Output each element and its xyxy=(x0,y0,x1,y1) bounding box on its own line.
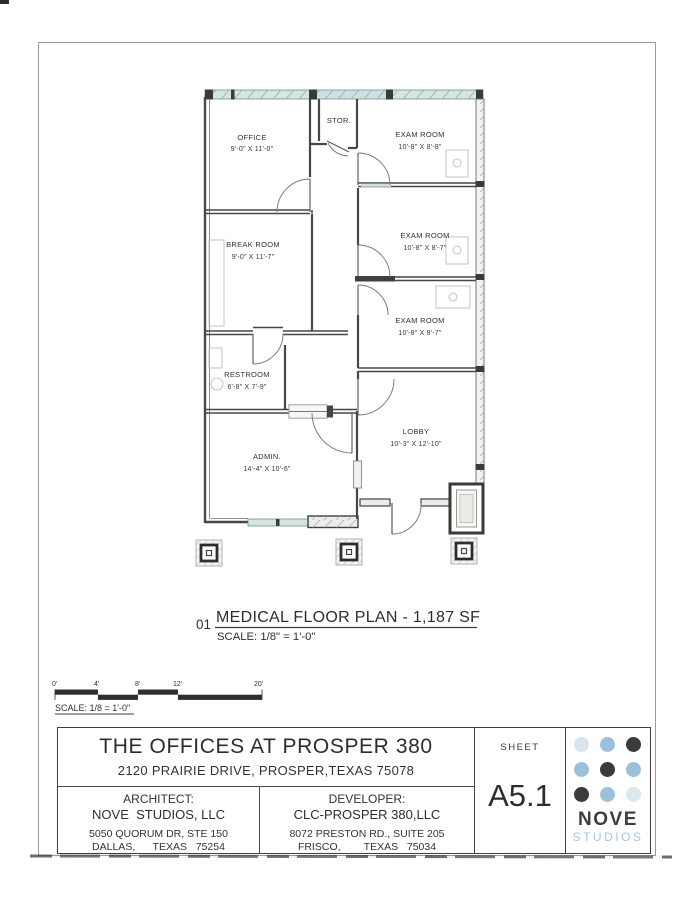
logo-name: NOVE xyxy=(578,809,638,830)
entry-door xyxy=(392,503,421,534)
nove-logo-dots xyxy=(566,737,650,802)
logo-dot-icon xyxy=(574,787,589,802)
logo-dot-icon xyxy=(600,787,615,802)
logo-dot-icon xyxy=(600,762,615,777)
developer-address-line2: FRISCO, TEXAS 75034 xyxy=(297,841,437,853)
scale-tick-label: 0' xyxy=(52,681,58,688)
developer-section xyxy=(260,787,474,853)
logo-box xyxy=(565,728,650,853)
logo-dot-icon xyxy=(626,762,641,777)
drawing-number: 01 xyxy=(196,617,212,632)
room-dims: 10'-8" X 8'-7" xyxy=(398,330,442,337)
title-block-left xyxy=(58,728,474,853)
interior-walls xyxy=(205,99,476,519)
sheet-number: A5.1 xyxy=(488,778,552,813)
column-symbols xyxy=(196,538,477,566)
scale-tick-label: 8' xyxy=(135,681,141,688)
storefront-north-wall xyxy=(205,90,483,100)
scale-tick-label: 12' xyxy=(173,681,183,688)
room-dims: 10'-8" X 8'-8" xyxy=(398,144,442,151)
scale-tick-label: 20' xyxy=(254,681,264,688)
scale-tick-label: 4' xyxy=(94,681,100,688)
sheet-number-box xyxy=(474,728,565,853)
storefront-east-wall xyxy=(476,99,485,484)
room-label: EXAM ROOM xyxy=(395,130,445,139)
room-label: BREAK ROOM xyxy=(226,240,280,249)
vestibule-detail xyxy=(450,484,483,533)
scale-bar-caption: SCALE: 1/8 = 1'-0" xyxy=(55,703,131,713)
logo-dot-icon xyxy=(626,737,641,752)
room-labels xyxy=(224,116,450,473)
logo-dot-icon xyxy=(574,737,589,752)
room-label: EXAM ROOM xyxy=(395,316,445,325)
room-label: ADMIN. xyxy=(252,452,282,461)
architect-heading: ARCHITECT: xyxy=(123,792,194,806)
developer-address-line1: 8072 PRESTON RD., SUITE 205 xyxy=(289,828,445,840)
parties-row xyxy=(58,787,474,853)
room-dims: 10'-3" X 12'-10" xyxy=(390,441,442,448)
project-info xyxy=(58,728,474,787)
scale-bar xyxy=(52,681,263,714)
logo-subtitle: STUDIOS xyxy=(572,830,644,844)
room-dims: 9'-0" X 11'-0" xyxy=(230,146,274,153)
logo-dot-icon xyxy=(626,787,641,802)
architect-name: NOVE STUDIOS, LLC xyxy=(92,807,225,822)
developer-name: CLC-PROSPER 380,LLC xyxy=(293,807,441,822)
title-block xyxy=(57,727,651,854)
developer-heading: DEVELOPER: xyxy=(328,792,406,806)
room-label: OFFICE xyxy=(237,133,267,142)
project-address: 2120 PRAIRIE DRIVE, PROSPER,TEXAS 75078 xyxy=(117,763,415,778)
room-dims: 10'-8" X 8'-7" xyxy=(403,245,447,252)
logo-dot-icon xyxy=(600,737,615,752)
architect-section xyxy=(58,787,260,853)
drawing-title xyxy=(196,609,480,643)
room-dims: 9'-0" X 11'-7" xyxy=(231,254,275,261)
scan-artifact-line xyxy=(30,854,672,858)
room-label: STOR. xyxy=(326,116,352,125)
drawing-title-text: MEDICAL FLOOR PLAN - 1,187 SF xyxy=(216,609,481,626)
room-dims: 14'-4" X 10'-6" xyxy=(243,466,291,473)
sheet-label: SHEET xyxy=(500,742,540,753)
room-label: EXAM ROOM xyxy=(400,231,450,240)
drawing-scale-note: SCALE: 1/8" = 1'-0" xyxy=(217,631,316,643)
exterior-walls xyxy=(205,97,449,528)
logo-dot-icon xyxy=(574,762,589,777)
project-name: THE OFFICES AT PROSPER 380 xyxy=(99,735,433,758)
room-label: RESTROOM xyxy=(224,370,270,379)
architect-address-line1: 5050 QUORUM DR, STE 150 xyxy=(89,828,228,840)
room-label: LOBBY xyxy=(402,427,430,436)
architect-address-line2: DALLAS, TEXAS 75254 xyxy=(92,841,225,853)
room-dims: 6'-8" X 7'-9" xyxy=(227,384,267,391)
